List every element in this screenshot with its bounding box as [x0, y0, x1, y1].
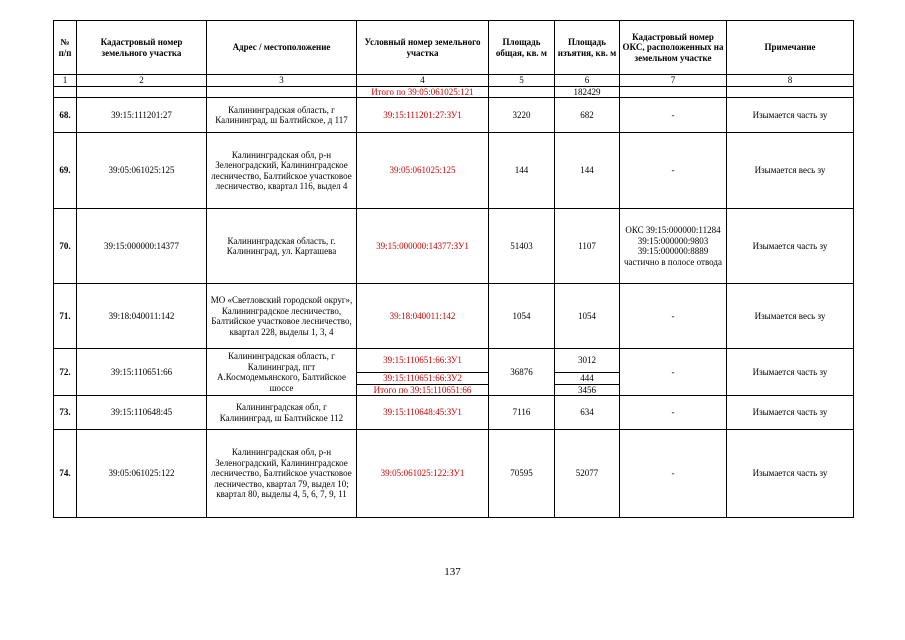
address: Калининградская область, г Калининград, ш Балтийское, д 117: [207, 98, 357, 133]
header-num: № п/п: [54, 21, 77, 75]
header-address: Адрес / местоположение: [207, 21, 357, 75]
table-row: [54, 349, 854, 373]
note: Изымается весь зу: [727, 284, 854, 349]
row-num: 74.: [54, 430, 77, 518]
area-seized: 52077: [555, 430, 620, 518]
conditional-number: 39:18:040011:142: [357, 284, 489, 349]
oks: -: [620, 430, 727, 518]
area-total: 51403: [489, 209, 555, 284]
oks: -: [620, 133, 727, 209]
conditional-number: 39:05:061025:122:ЗУ1: [357, 430, 489, 518]
cadastral-number: 39:15:110648:45: [77, 396, 207, 430]
total-row: [54, 86, 854, 98]
col-index: 4: [357, 75, 489, 87]
area-seized: 1054: [555, 284, 620, 349]
table-row: [54, 430, 854, 518]
row-num: 71.: [54, 284, 77, 349]
cadastral-number: 39:05:061025:125: [77, 133, 207, 209]
area-seized: 1107: [555, 209, 620, 284]
row-num: 70.: [54, 209, 77, 284]
address: МО «Светловский городской округ», Калининградское лесничество, Балтийское участковое лесничество, квартал 228, выделы 1, 3, 4: [207, 284, 357, 349]
conditional-number: 39:15:110651:66:ЗУ2: [357, 373, 489, 385]
total-label: Итого по 39:05:061025:121: [357, 86, 489, 98]
col-index: 2: [77, 75, 207, 87]
area-total: 70595: [489, 430, 555, 518]
area-seized: 3012: [555, 349, 620, 373]
address: Калининградская обл, г Калининград, ш Балтийское 112: [207, 396, 357, 430]
conditional-number: 39:05:061025:125: [357, 133, 489, 209]
col-index: 7: [620, 75, 727, 87]
page-number: 137: [444, 566, 461, 578]
conditional-number: 39:15:110648:45:ЗУ1: [357, 396, 489, 430]
land-register-table: [53, 20, 854, 518]
oks: -: [620, 349, 727, 396]
note: Изымается часть зу: [727, 396, 854, 430]
table-row: [54, 133, 854, 209]
area-total: 7116: [489, 396, 555, 430]
header-note: Примечание: [727, 21, 854, 75]
address: Калининградская обл, р-н Зеленоградский, Калининградское лесничество, Балтийское участковое лесничество, квартал 79, выдел 10; квартал 80, выделы 4, 5, 6, 7, 9, 11: [207, 430, 357, 518]
header-area-total: Площадь общая, кв. м: [489, 21, 555, 75]
table-row: [54, 284, 854, 349]
conditional-number: 39:15:110651:66:ЗУ1: [357, 349, 489, 373]
note: Изымается часть зу: [727, 349, 854, 396]
oks: -: [620, 98, 727, 133]
area-total: 3220: [489, 98, 555, 133]
area-total: 36876: [489, 349, 555, 396]
area-total: 144: [489, 133, 555, 209]
total-label: Итого по 39:15:110651:66: [357, 384, 489, 396]
row-num: 69.: [54, 133, 77, 209]
area-seized: 682: [555, 98, 620, 133]
col-index: 1: [54, 75, 77, 87]
col-index: 5: [489, 75, 555, 87]
address: Калининградская область, г Калининград, пгт А.Космодемьянского, Балтийское шоссе: [207, 349, 357, 396]
row-num: 68.: [54, 98, 77, 133]
address: Калининградская область, г. Калининград, ул. Карташева: [207, 209, 357, 284]
cadastral-number: 39:15:110651:66: [77, 349, 207, 396]
col-index: 6: [555, 75, 620, 87]
oks: ОКС 39:15:000000:11284 39:15:000000:9803 39:15:000000:8889 частично в полосе отвода: [620, 209, 727, 284]
col-index: 3: [207, 75, 357, 87]
row-num: 73.: [54, 396, 77, 430]
table-row: [54, 98, 854, 133]
note: Изымается часть зу: [727, 98, 854, 133]
conditional-number: 39:15:111201:27:ЗУ1: [357, 98, 489, 133]
area-seized: 144: [555, 133, 620, 209]
area-seized: 444: [555, 373, 620, 385]
note: Изымается часть зу: [727, 209, 854, 284]
col-index: 8: [727, 75, 854, 87]
header-oks: Кадастровый номер ОКС, расположенных на земельном участке: [620, 21, 727, 75]
header-row: [54, 21, 854, 75]
cadastral-number: 39:15:000000:14377: [77, 209, 207, 284]
header-cadastral: Кадастровый номер земельного участка: [77, 21, 207, 75]
note: Изымается часть зу: [727, 430, 854, 518]
header-area-seized: Площадь изъятия, кв. м: [555, 21, 620, 75]
header-conditional: Условный номер земельного участка: [357, 21, 489, 75]
cadastral-number: 39:18:040011:142: [77, 284, 207, 349]
table-row: [54, 396, 854, 430]
address: Калининградская обл, р-н Зеленоградский, Калининградское лесничество, Балтийское участковое лесничество, квартал 116, выдел 4: [207, 133, 357, 209]
total-value: 182429: [555, 86, 620, 98]
oks: -: [620, 284, 727, 349]
area-total: 1054: [489, 284, 555, 349]
table-row: [54, 209, 854, 284]
cadastral-number: 39:15:111201:27: [77, 98, 207, 133]
row-num: 72.: [54, 349, 77, 396]
cadastral-number: 39:05:061025:122: [77, 430, 207, 518]
total-value: 3456: [555, 384, 620, 396]
note: Изымается весь зу: [727, 133, 854, 209]
area-seized: 634: [555, 396, 620, 430]
oks: -: [620, 396, 727, 430]
conditional-number: 39:15:000000:14377:ЗУ1: [357, 209, 489, 284]
column-index-row: [54, 75, 854, 87]
